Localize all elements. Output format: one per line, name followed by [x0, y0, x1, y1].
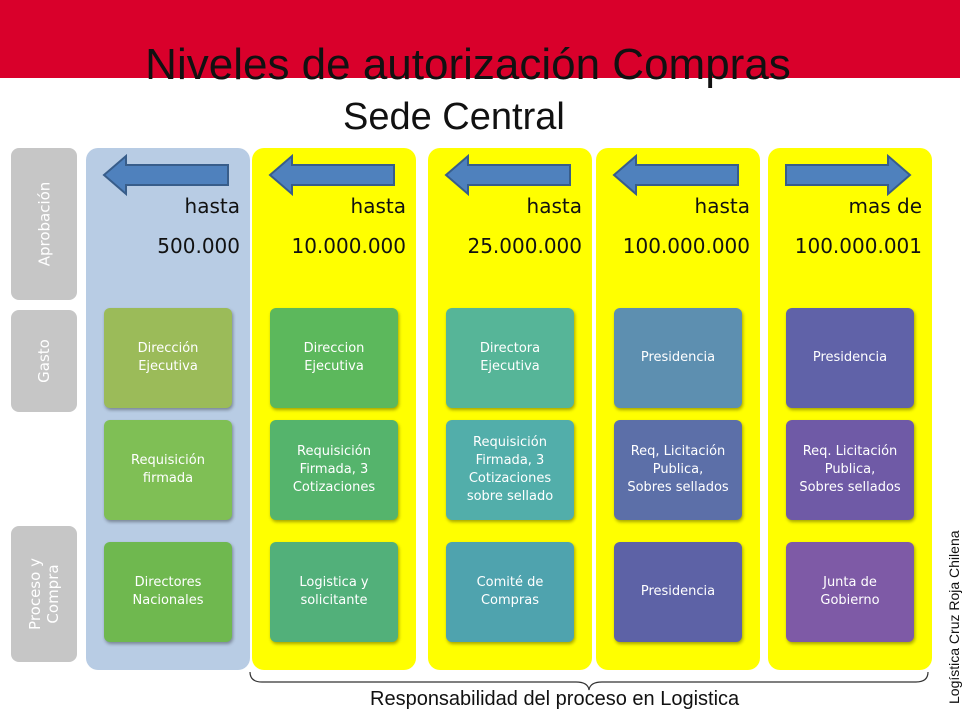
approver-box: [104, 308, 232, 408]
side-label-aprobacion: [11, 148, 77, 300]
threshold-amount: 100.000.000: [622, 234, 750, 258]
box-text: Req. Licitación Publica, Sobres sellados: [799, 444, 901, 495]
side-label-gasto: [11, 310, 77, 412]
box-text: Junta de Gobierno: [820, 575, 880, 608]
page-title: Niveles de autorización Compras: [145, 40, 791, 89]
side-label-aprobacion-text: Aprobación: [35, 181, 54, 267]
box-text: Requisición Firmada, 3 Cotizaciones sobre sellado: [466, 435, 554, 504]
threshold-word: hasta: [184, 194, 240, 218]
approver-box: [446, 308, 574, 408]
process-owner-box: [270, 542, 398, 642]
threshold-amount: 25.000.000: [467, 234, 582, 258]
approver-box: [786, 308, 914, 408]
column-level-5: [768, 148, 932, 670]
expense-requirement-box: [614, 420, 742, 520]
box-text: Requisición Firmada, 3 Cotizaciones: [292, 444, 376, 495]
box-text: Direccion Ejecutiva: [303, 341, 365, 374]
box-text: Directora Ejecutiva: [479, 341, 541, 374]
footer-caption: Responsabilidad del proceso en Logistica: [370, 688, 740, 710]
arrow-left-icon: [102, 154, 230, 196]
column-level-1: [86, 148, 250, 670]
threshold-word: mas de: [848, 194, 922, 218]
expense-requirement-box: [270, 420, 398, 520]
process-owner-box: [104, 542, 232, 642]
arrow-left-icon: [268, 154, 396, 196]
side-label-gasto-text: Gasto: [34, 339, 53, 383]
box-text: Presidencia: [640, 584, 716, 599]
box-text: Req, Licitación Publica, Sobres sellados: [627, 444, 729, 495]
arrow-left-icon: [444, 154, 572, 196]
expense-requirement-box: [786, 420, 914, 520]
threshold-word: hasta: [694, 194, 750, 218]
threshold-word: hasta: [350, 194, 406, 218]
credit-vertical: Logística Cruz Roja Chilena: [946, 530, 962, 704]
threshold-word: hasta: [526, 194, 582, 218]
side-label-proceso: [11, 526, 77, 662]
side-label-proceso-text: Proceso y Compra: [26, 558, 63, 630]
threshold-amount: 10.000.000: [291, 234, 406, 258]
approver-box: [614, 308, 742, 408]
threshold-amount: 500.000: [157, 234, 240, 258]
box-text: Logistica y solicitante: [299, 575, 369, 608]
box-text: Directores Nacionales: [132, 575, 204, 608]
arrow-left-icon: [612, 154, 740, 196]
box-text: Comité de Compras: [476, 575, 544, 608]
threshold-amount: 100.000.001: [794, 234, 922, 258]
arrow-right-icon: [784, 154, 912, 196]
expense-requirement-box: [446, 420, 574, 520]
column-level-2: [252, 148, 416, 670]
expense-requirement-box: [104, 420, 232, 520]
column-level-3: [428, 148, 592, 670]
footer-brace: [248, 670, 930, 690]
process-owner-box: [786, 542, 914, 642]
page-subtitle: Sede Central: [343, 96, 565, 138]
approver-box: [270, 308, 398, 408]
box-text: Presidencia: [812, 350, 888, 365]
column-level-4: [596, 148, 760, 670]
box-text: Presidencia: [640, 350, 716, 365]
process-owner-box: [614, 542, 742, 642]
box-text: Requisición firmada: [131, 453, 205, 486]
process-owner-box: [446, 542, 574, 642]
box-text: Dirección Ejecutiva: [137, 341, 199, 374]
